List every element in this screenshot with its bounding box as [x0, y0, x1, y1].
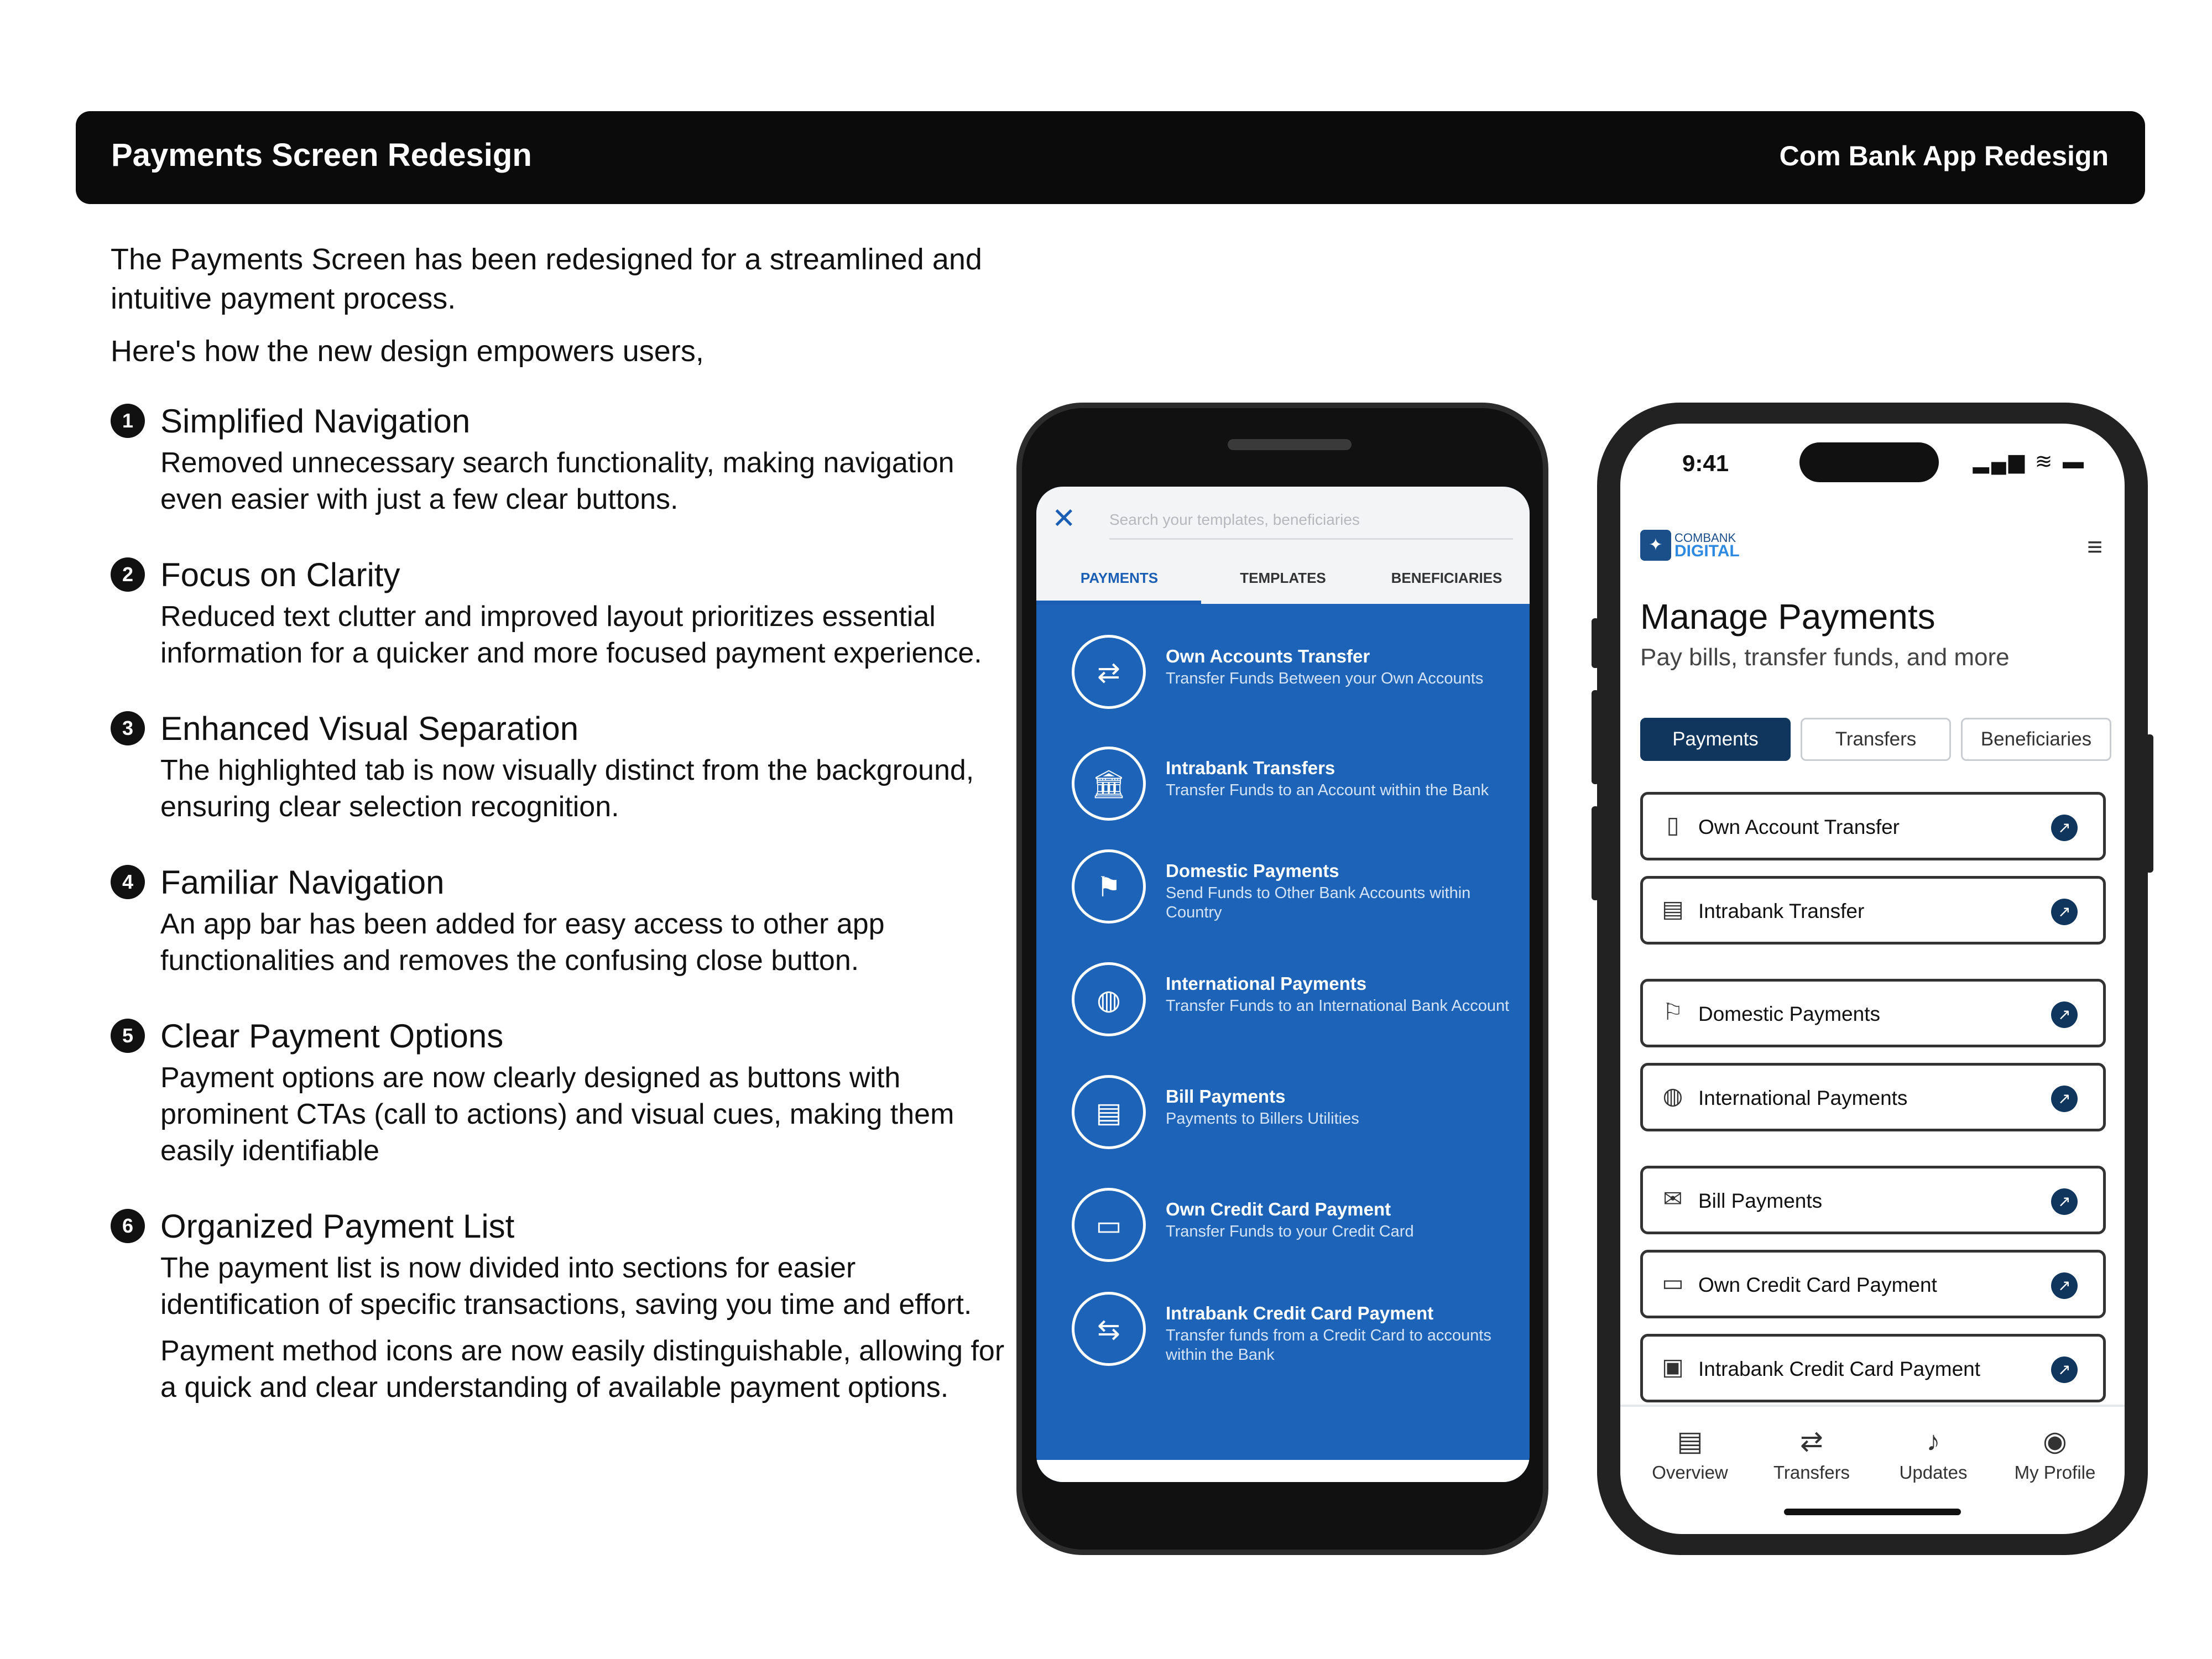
search-input[interactable]: Search your templates, beneficiaries [1109, 511, 1513, 540]
phone-icon: ▯ [1666, 812, 1679, 838]
payment-option-bill-payments[interactable] [1640, 1166, 2106, 1234]
home-indicator [1784, 1509, 1961, 1515]
tab-payments[interactable]: Payments [1640, 718, 1791, 761]
flag-icon: ⚑ [1072, 849, 1146, 924]
payment-option-own-credit-card[interactable] [1640, 1250, 2106, 1318]
active-tab-indicator [1036, 601, 1201, 605]
option-label: International Payments [1698, 1087, 1908, 1109]
option-subtitle: Transfer Funds to an Account within the Bank [1166, 781, 1489, 799]
hamburger-menu-icon[interactable]: ≡ [2086, 533, 2103, 562]
option-title: Intrabank Transfers [1166, 758, 1335, 778]
old-payment-option[interactable] [1072, 1188, 1514, 1276]
old-screen-bottom-strip [1036, 1460, 1530, 1482]
feature-title: Enhanced Visual Separation [160, 710, 579, 747]
nav-label: Updates [1899, 1462, 1968, 1483]
feature-title: Organized Payment List [160, 1208, 515, 1245]
close-icon[interactable]: ✕ [1052, 503, 1076, 535]
feature-description: Removed unnecessary search functionality, making navigation even easier with just a few clear buttons. [160, 447, 954, 515]
option-subtitle: Payments to Billers Utilities [1166, 1110, 1359, 1128]
option-title: International Payments [1166, 973, 1367, 994]
nav-label: Transfers [1773, 1462, 1850, 1483]
new-payments-screen [1620, 424, 2125, 1534]
old-payments-screen [1036, 487, 1530, 1482]
feature-description: The highlighted tab is now visually distinct from the background, ensuring clear selection recognition. [160, 754, 974, 823]
exchange-icon: ⇄ [1072, 635, 1146, 709]
option-label: Intrabank Credit Card Payment [1698, 1358, 1981, 1380]
option-subtitle: Transfer Funds to an International Bank Account [1166, 997, 1510, 1015]
page-title: Manage Payments [1640, 597, 1936, 637]
feature-number: 6 [111, 1209, 145, 1243]
old-payment-option[interactable] [1072, 1292, 1514, 1380]
option-title: Bill Payments [1166, 1086, 1286, 1107]
phone-side-button [1592, 690, 1599, 784]
option-title: Own Accounts Transfer [1166, 646, 1370, 666]
arrow-up-right-icon: ↗ [2051, 1357, 2078, 1383]
old-payment-option[interactable] [1072, 1075, 1514, 1164]
globe-icon: ◍ [1662, 1083, 1683, 1109]
tab-payments[interactable]: PAYMENTS [1080, 570, 1159, 586]
tab-transfers[interactable]: Transfers [1801, 718, 1951, 761]
feature-description: Payment options are now clearly designed as buttons with prominent CTAs (call to actions) and visual cues, making them easily identifiable [160, 1062, 954, 1167]
feature-title: Simplified Navigation [160, 403, 471, 440]
option-label: Bill Payments [1698, 1190, 1823, 1212]
status-icons: ▂▄▆ ≋ ▬ [1973, 450, 2086, 473]
arrow-up-right-icon: ↗ [2051, 1001, 2078, 1028]
feature-description: An app bar has been added for easy access to other app functionalities and removes the confusing close button. [160, 908, 885, 977]
document-icon: ▤ [1662, 896, 1684, 922]
option-subtitle: Transfer Funds Between your Own Accounts [1166, 670, 1484, 687]
payment-option-intrabank-credit-card[interactable] [1640, 1334, 2106, 1402]
tab-templates[interactable]: TEMPLATES [1240, 570, 1326, 586]
option-label: Own Account Transfer [1698, 816, 1900, 838]
feature-number: 3 [111, 711, 145, 745]
option-title: Domestic Payments [1166, 860, 1339, 881]
old-design-phone [1016, 403, 1548, 1555]
option-title: Own Credit Card Payment [1166, 1199, 1391, 1219]
status-time: 9:41 [1682, 450, 1729, 476]
payment-option-intrabank-transfer[interactable] [1640, 876, 2106, 945]
intro-subtext: Here's how the new design empowers users, [111, 335, 704, 368]
feature-number: 4 [111, 865, 145, 899]
intro-text: The Payments Screen has been redesigned for a streamlined and intuitive payment process. [111, 243, 982, 315]
old-tab-bar [1036, 564, 1530, 604]
bank-icon: 🏛 [1072, 747, 1146, 821]
payment-option-international-payments[interactable] [1640, 1063, 2106, 1131]
credit-card-icon: ▭ [1662, 1270, 1684, 1296]
phone-power-button [2146, 734, 2153, 873]
combank-logo [1640, 528, 1738, 563]
arrow-up-right-icon: ↗ [2051, 899, 2078, 925]
page-subtitle: Pay bills, transfer funds, and more [1640, 644, 2010, 671]
nav-my-profile[interactable] [1994, 1426, 2116, 1483]
mail-icon: ✉ [1663, 1186, 1683, 1212]
old-screen-topbar [1036, 487, 1530, 604]
header-bar [76, 111, 2145, 204]
option-subtitle: Send Funds to Other Bank Accounts within Country [1166, 884, 1471, 921]
tab-beneficiaries[interactable]: Beneficiaries [1961, 718, 2111, 761]
logo-text-top: COMBANK [1674, 531, 1736, 545]
overview-icon: ▤ [1677, 1426, 1703, 1457]
nav-overview[interactable] [1629, 1426, 1751, 1483]
old-payment-option[interactable] [1072, 962, 1514, 1051]
bill-icon: ▤ [1072, 1075, 1146, 1149]
option-label: Intrabank Transfer [1698, 900, 1865, 922]
new-design-phone [1597, 403, 2148, 1555]
bell-icon: ♪ [1926, 1426, 1940, 1457]
phone-side-button [1592, 806, 1599, 900]
wallet-icon: ▣ [1662, 1354, 1684, 1380]
feature-number: 2 [111, 557, 145, 592]
card-transfer-icon: ⇆ [1072, 1292, 1146, 1366]
nav-updates[interactable] [1872, 1426, 1994, 1483]
feature-description: The payment list is now divided into sections for easier identification of specific transactions, saving you time and effort. [160, 1252, 972, 1321]
phone-speaker [1228, 439, 1352, 450]
header-brand: Com Bank App Redesign [1779, 140, 2109, 171]
payment-option-domestic-payments[interactable] [1640, 979, 2106, 1047]
arrow-up-right-icon: ↗ [2051, 1272, 2078, 1299]
tab-beneficiaries[interactable]: BENEFICIARIES [1391, 570, 1503, 586]
flag-icon: ⚐ [1662, 999, 1683, 1025]
option-title: Intrabank Credit Card Payment [1166, 1303, 1434, 1323]
feature-description: Reduced text clutter and improved layout prioritizes essential information for a quicker and more focused payment experience. [160, 601, 982, 669]
feature-number: 1 [111, 404, 145, 438]
option-label: Domestic Payments [1698, 1003, 1880, 1025]
option-label: Own Credit Card Payment [1698, 1274, 1937, 1296]
old-payment-option[interactable] [1072, 849, 1514, 938]
feature-title: Focus on Clarity [160, 556, 400, 593]
feature-title: Clear Payment Options [160, 1018, 504, 1055]
option-subtitle: Transfer funds from a Credit Card to accounts within the Bank [1166, 1327, 1491, 1364]
nav-label: Overview [1652, 1462, 1728, 1483]
arrow-up-right-icon: ↗ [2051, 815, 2078, 841]
dynamic-island [1799, 442, 1939, 482]
profile-icon: ◉ [2043, 1426, 2067, 1457]
phone-side-button [1592, 618, 1599, 668]
transfer-arrows-icon: ⇄ [1800, 1426, 1823, 1457]
logo-mark-icon: ✦ [1640, 530, 1671, 561]
arrow-up-right-icon: ↗ [2051, 1086, 2078, 1112]
logo-text-bottom: DIGITAL [1674, 542, 1740, 560]
option-subtitle: Transfer Funds to your Credit Card [1166, 1223, 1414, 1240]
bottom-nav-divider [1620, 1405, 2125, 1407]
payment-option-own-account-transfer[interactable] [1640, 792, 2106, 860]
card-icon: ▭ [1072, 1188, 1146, 1262]
nav-transfers[interactable] [1751, 1426, 1872, 1483]
globe-icon: ◍ [1072, 962, 1146, 1036]
feature-title: Familiar Navigation [160, 864, 445, 901]
header-title: Payments Screen Redesign [111, 137, 532, 173]
arrow-up-right-icon: ↗ [2051, 1188, 2078, 1215]
old-payment-option[interactable] [1072, 747, 1514, 835]
feature-number: 5 [111, 1019, 145, 1053]
nav-label: My Profile [2014, 1462, 2096, 1483]
old-payment-option[interactable] [1072, 635, 1514, 723]
feature-description-extra: Payment method icons are now easily distinguishable, allowing for a quick and clear understanding of available payment options. [160, 1335, 1005, 1404]
